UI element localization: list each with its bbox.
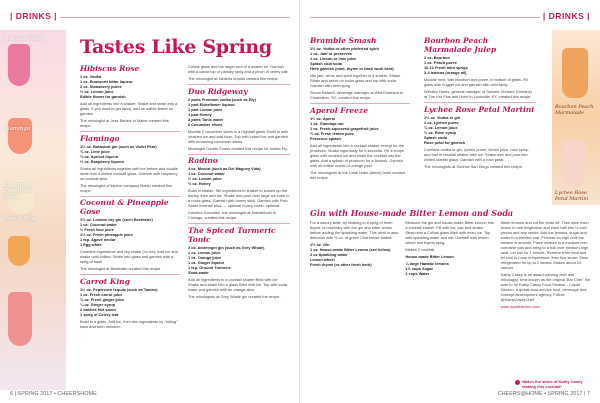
recipe-duo	[188, 87, 290, 151]
divider	[188, 223, 290, 224]
recipe-carrot-cont	[188, 64, 290, 81]
recipe-flamingo	[80, 134, 180, 193]
recipe-column-3	[310, 36, 410, 182]
gin-col-1	[310, 220, 399, 311]
divider	[80, 196, 180, 197]
carrot-photo	[8, 236, 30, 266]
header-rule-right	[310, 17, 540, 18]
lychee-photo	[562, 140, 586, 186]
recipe-ingredients: 1 oz. Vodka 1 oz. Rumwortt bitter liqueur 2 oz. Strawberry puree ½ oz. Lemon juice Edible flower for garnish	[80, 74, 133, 99]
recipe-credit: The mixologists at Sunrise San Diego created this recipe.	[424, 163, 523, 169]
bourbon-photo-label: Bourbon Peach Marmalade	[555, 104, 594, 116]
play-icon	[515, 380, 520, 385]
recipe-hibiscus	[80, 64, 180, 128]
lychee-photo-label: Lychee Rose Petal Martini	[555, 190, 589, 202]
photo-strip-left	[0, 30, 66, 390]
recipe-credit: Kathy Casey is an award-winning chef and mixologist, best known as the original 'Bar Chef.' Be sure to try Kathy Casey Food Studios – Liquid Kitchen, a global food-service food, beverage and concept development agency. Follow @KathyCaseyChef.	[500, 272, 590, 302]
recipe-title: Bourbon Peach Marmalade Julep	[424, 36, 497, 54]
gin-recipe	[310, 208, 590, 311]
section-label-left: | DRINKS |	[10, 11, 58, 21]
recipe-method: Measure the gin and house-made Bitter Lemon into a cocktail shaker. Fill with ice, cap and shake. Strain into a Collins glass filled with fresh ice. Top with sparkling water and stir. Garnish with lemon wheel and thyme sprig.	[405, 220, 495, 245]
website-link[interactable]: www.liquidkitchen.com	[500, 304, 540, 309]
flamingo-photo-label: Flamingo	[4, 126, 31, 132]
recipe-method: Muddle mint, with bourbon and puree, in bottom of glass. Fill glass with nugget ice and garnish with mint sprig.	[424, 77, 529, 87]
recipe-column-2	[188, 64, 290, 301]
recipe-title: The Spiced Turmeric Tonic	[188, 225, 276, 244]
recipe-ingredients: 1½ oz. Vodka or other preferred spirit 1 oz. Jam or preserves 1 oz. Lemon or lime juice Splash club soda Herb garnish (mint, thyme or basil work best)	[310, 46, 394, 71]
recipe-ingredients: 3 oz. Mezcal (such as Del Maguey Vida) 1 oz. Coconut water ½ oz. Lemon juice ½ oz. Honey	[188, 166, 261, 186]
gin-recipe-columns	[310, 220, 590, 311]
recipe-title: Radino	[188, 156, 218, 165]
bourbon-photo	[562, 48, 588, 98]
divider	[80, 131, 180, 132]
recipe-method: Add all ingredients into a cocktail shaker except for the prosecco. Shake vigorously for 5 seconds. Fill a coupe glass with crushed ice and strain the cocktail into the glass. Add a splash of prosecco for a flourish. Garnish with an edible orchid or orange peel.	[310, 142, 405, 168]
recipe-method: Build in shaker. Stir ingredients in shaker to loosen up the honey, then add ice. Shake and pour over large ice cube in a rocks glass. Garnish with honey stick. Garnish with Palo Santo incense stick — optional honey comb, optional.	[188, 188, 290, 208]
recipe-ingredients: 2 oz. Bourbon 1 oz. Peach puree 10-12 Fresh mint sprigs 3-4 lemons (orange all)	[424, 55, 468, 75]
recipe-title: Flamingo	[80, 133, 120, 143]
recipe-method: Build in a glass. Add ice, then mix ingredients by "rolling" back and forth between	[80, 318, 178, 329]
recipe-credit: Carolina Gonzalez, bar mixologist at Mandelhold in Chicago, created this recipe.	[188, 210, 276, 220]
recipe-method: Collins glass and the larger end of a shaker tin. Garnish with a carrot top or parsley sprig and a pinch of celery salt.	[188, 64, 289, 74]
recipe-bourbon	[424, 36, 536, 99]
recipe-credit: The mixologist of liqueur company Mariel created this recipe.	[80, 182, 172, 193]
recipe-radino	[188, 156, 290, 220]
hibiscus-photo-label: Hibiscus Rose	[4, 36, 44, 42]
recipe-title: Coconut & Pineapple Gose	[80, 198, 169, 216]
recipe-credit: The mixologist at Tanteria tequila created this recipe.	[188, 76, 279, 81]
hibiscus-photo	[8, 44, 30, 86]
video-caption[interactable]	[515, 379, 590, 389]
sub-recipe-ingredients: ¼ large Hanatic lemons 1½ cups Sugar 2 cups Water	[405, 261, 449, 276]
recipe-title: Gin with House-made Bitter Lemon and Soda	[310, 208, 514, 218]
recipe-method: Muddle 2 cucumber slices in a highball glass. Build in with crushed ice and add tonic. Top with cubed ice and garnish with remaining cucumber slices.	[188, 128, 288, 144]
recipe-ingredients: 1½ oz. London dry gin (such Beefeater) 1 oz. Coconut water ½ Fresh lime juice 1½ oz. Fresh pineapple juice 1 tsp. Agave nectar 1 Egg white	[80, 217, 153, 247]
recipe-credit: The mixologist at Beefeater created this recipe.	[80, 266, 162, 271]
divider	[424, 102, 536, 103]
recipe-title: Carrot King	[80, 276, 130, 286]
right-page	[300, 0, 600, 403]
recipe-credit: Westley Harris, general manager of Swizzle Orchard (Orleans) at The Hot Plus and Hotel in Louisville, KY, created this recipe.	[424, 89, 532, 99]
header-rule-left	[60, 17, 290, 18]
recipe-bramble	[310, 36, 410, 100]
recipe-lychee	[424, 105, 536, 169]
recipe-method: Add all ingredients into a shaker. Shake and strain into a glass. If you want to get fancy, add an edible flower as garnish.	[80, 101, 178, 116]
coconut-photo-label: Coconut & Pineapple Gose	[4, 182, 34, 200]
recipe-method: Mix jam, citrus and spirit together in a shaker. Shake. Strain and serve on rocks glass and top with soda. Garnish with herb sprig.	[310, 73, 402, 88]
page-title: Tastes Like Spring	[80, 36, 272, 58]
recipe-credit: The mixologists at the Lowe Hotel (Aleck) hotel created this recipe.	[310, 169, 406, 180]
recipe-coconut	[80, 198, 180, 271]
divider	[188, 84, 290, 85]
recipe-method: Add all ingredients to a cocktail shaker filled with ice. Shake and strain into a glass filled with ice. Top with soda water and garnish with an orange slice.	[188, 276, 287, 292]
recipe-intro: For a savory twist, try shaking in a sprig of fresh thyme or rosemary with the gin and bitter lemon before adding the sparkling water. This drink is also delicious with ½ oz. of green Chartreuse added.	[310, 220, 399, 240]
recipe-ingredients: 1½ oz. Botanical gin (such as Violet Pear) ¾ oz. Lime juice ¾ oz. Apricot liqueur ½ oz. Raspberry liqueur	[80, 143, 157, 164]
footer-left: 6 | SPRING 2017 • CHEERSHOME	[10, 391, 97, 397]
recipe-ingredients: 1½ oz. Pepercorn tequila (such as Tanteo) 1 oz. Fresh carrot juice ¾ oz. Fresh ginger juice ¼ oz. Ginger syrup 2 dashes Hot sauce 1 sprig of Celery leaf	[80, 286, 158, 317]
flamingo-photo	[8, 118, 32, 154]
recipe-carrot	[80, 277, 180, 329]
recipe-aperol	[310, 106, 410, 180]
recipe-credit: Mixologist Gareth Evans created this recipe for Vodka Ely.	[188, 145, 288, 151]
gin-col-2	[405, 220, 494, 311]
recipe-title: Bramble Smash	[310, 36, 377, 45]
recipe-credit: The mixologist at Jess Bartels in Maine created this recipe.	[80, 118, 169, 128]
gin-col-3	[501, 220, 590, 311]
drink-photo-bottom	[8, 292, 32, 346]
sub-recipe-method: Wash lemons and cut the ends off. Then slice each lemon in half lengthwise and each half into ¼-inch pieces and any seeds. Add the lemons, sugar and water to a blender cup. Process on high until the mixture is smooth. Place mixture in a medium non-corrosive pan and bring to a boil over medium-high heat. Let boil for 1 minute. Remove from heat and let cool to room temperature, then fine strain. Store refrigerated for up to 2 weeks. Makes about 24 ounces.	[500, 220, 589, 270]
recipe-title: Aperol Freeze	[310, 105, 368, 115]
photo-strip-right	[552, 30, 600, 205]
recipe-ingredients: 1½ oz. Gin 1 oz. House-made Bitter Lemon (see below) 2 oz Sparkling water Lemon wheel Fresh thyme (or other fresh herb)	[310, 242, 391, 267]
recipe-title: Hibiscus Rose	[80, 64, 140, 73]
recipe-method: Shake all ingredients together with ice before and double strain into a chilled cocktail glass. Garnish with raspberry on cocktail stick.	[80, 165, 178, 181]
recipe-title: Duo Ridgeway	[188, 86, 248, 96]
carrot-photo-label: Carrot King	[4, 216, 37, 222]
recipe-yield: Makes 1 cocktail.	[405, 247, 436, 252]
recipe-ingredients: 2 parts Premium vodka (such as Ely) 1 part Elderflower liqueur 1 part Lemon juice 1 part Honey 3 parts Tonic water 6 Cucumber slices	[188, 96, 256, 127]
recipe-title: Lychee Rose Petal Martini	[424, 104, 535, 114]
recipe-column-4	[424, 36, 536, 171]
recipe-ingredients: 1½ oz. Aperol 1 oz. Gianduja nut 1 oz. Fresh-squeezed grapefruit juice ¾ oz. Fresh lemon juice Prosecco splash	[310, 115, 379, 141]
sub-recipe-title: House-made Bitter Lemon	[405, 254, 454, 259]
footer-right: CHEERS@HOME • SPRING 2017 | 7	[497, 391, 590, 397]
recipe-ingredients: 1½ oz. Vodka or gin 2 oz. Lychee puree ¾ oz. Lemon juice ½ oz. Rose syrup Splash soda Rose petal for garnish	[424, 114, 466, 145]
recipe-credit: The mixologists at Grey Whale gin created the recipe.	[188, 293, 281, 299]
divider	[310, 103, 410, 104]
recipe-credit: Simon Bidwell, beverage manager at Wild Emerson in Charleston, SC, created this recipe.	[310, 90, 403, 100]
section-label-right: | DRINKS |	[542, 11, 590, 21]
caption-text: Watch the video of Kathy Casey making this cocktail!	[522, 379, 583, 389]
recipe-turmeric	[188, 226, 290, 299]
recipe-ingredients: 2 oz. Ameringin gin (such as Grey Whale) 1 oz. Lemon juice 1 oz. Orange juice 1 oz. Ginger liqueur 1 tsp. Ground Turmeric Soda water	[188, 244, 265, 275]
recipe-column-1	[80, 64, 180, 331]
recipe-method: Combine vodka or gin, lychee puree, lemon juice, rose syrup and half in cocktail shaker with ice. Shake well and pour into chilled Martini glass. Garnish with a rose petal.	[424, 146, 529, 162]
divider	[188, 154, 290, 155]
divider	[80, 274, 180, 275]
recipe-method: Combine ingredients and dry shake (no ice). Add ice and shake until chilled. Strain into glass and garnish with a sprig of basil.	[80, 249, 178, 264]
